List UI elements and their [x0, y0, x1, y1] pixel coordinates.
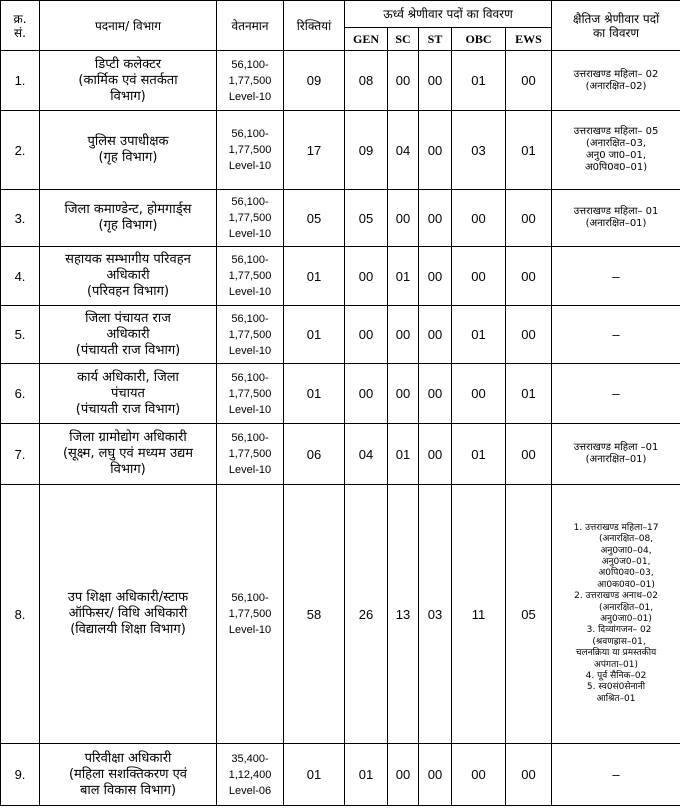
header-serial [1, 1, 40, 51]
pay-line: 1,77,500 [228, 212, 272, 224]
pay-cell [217, 424, 284, 485]
vacancy-cell: 01 [284, 247, 345, 306]
pay-line: 1,77,500 [228, 270, 272, 282]
sc-cell: 00 [388, 744, 419, 806]
post-line: बाल विकास विभाग) [79, 782, 177, 798]
horizontal-cell: – [552, 247, 680, 306]
horizontal-cell: – [552, 744, 680, 806]
table-row [1, 364, 680, 424]
horizontal-cell [552, 424, 680, 485]
pay-line: 1,77,500 [228, 387, 272, 400]
post-cell [40, 424, 217, 485]
header-obc: OBC [452, 28, 506, 51]
pay-cell [217, 364, 284, 424]
gen-cell: 04 [345, 424, 388, 485]
obc-cell: 00 [452, 364, 506, 424]
sc-cell: 04 [388, 111, 419, 190]
horizontal-line: उत्तराखण्ड महिला –01 [573, 442, 659, 453]
serial-cell: 2. [1, 111, 40, 190]
serial-cell: 4. [1, 247, 40, 306]
horizontal-line: (अनारक्षित–01) [585, 218, 647, 229]
pay-cell [217, 51, 284, 111]
post-line: विभाग) [110, 88, 146, 104]
post-cell [40, 190, 217, 247]
obc-cell: 11 [452, 485, 506, 744]
ews-cell: 00 [506, 744, 552, 806]
ews-cell: 00 [506, 247, 552, 306]
gen-cell: 09 [345, 111, 388, 190]
post-line: ऑफिसर/ विधि अधिकारी [68, 606, 188, 621]
st-cell: 00 [419, 306, 452, 364]
table-row [1, 190, 680, 247]
vacancy-cell: 01 [284, 306, 345, 364]
pay-cell [217, 744, 284, 806]
st-cell: 00 [419, 51, 452, 111]
pay-line: 56,100- [231, 128, 269, 140]
post-line: उप शिक्षा अधिकारी/स्टाफ [67, 590, 189, 605]
st-cell: 03 [419, 485, 452, 744]
post-line: (गृह विभाग) [98, 150, 158, 165]
obc-cell: 01 [452, 306, 506, 364]
post-line: अधिकारी [106, 268, 150, 283]
vacancy-cell: 17 [284, 111, 345, 190]
pay-line: 56,100- [231, 592, 269, 604]
horizontal-line: आ0क0व0–01) [597, 579, 655, 590]
post-cell [40, 744, 217, 806]
obc-cell: 03 [452, 111, 506, 190]
horizontal-cell [552, 111, 680, 190]
post-line: (पंचायती राज विभाग) [75, 401, 181, 417]
post-line: सहायक सम्भागीय परिवहन [65, 252, 191, 267]
pay-cell [217, 111, 284, 190]
header-horizontal [552, 1, 680, 51]
header-ews: EWS [506, 28, 552, 51]
pay-line: 56,100- [231, 312, 269, 325]
pay-line: 1,77,500 [228, 328, 272, 341]
horizontal-line: (श्रवणह्रास–01, [592, 636, 646, 647]
header-serial-line: क्र. [13, 11, 27, 26]
table-row [1, 51, 680, 111]
post-line: (परिवहन विभाग) [86, 284, 170, 299]
post-line: परिवीक्षा अधिकारी [84, 750, 172, 766]
horizontal-line: अनु0ज0–01, [601, 556, 651, 567]
st-cell: 00 [419, 247, 452, 306]
gen-cell: 01 [345, 744, 388, 806]
gen-cell: 00 [345, 247, 388, 306]
pay-line: Level-10 [228, 403, 272, 416]
header-serial-line: सं. [14, 25, 26, 40]
pay-cell [217, 485, 284, 744]
header-gen: GEN [345, 28, 388, 51]
ews-cell: 00 [506, 306, 552, 364]
gen-cell: 26 [345, 485, 388, 744]
ews-cell: 00 [506, 51, 552, 111]
horizontal-line: उत्तराखण्ड महिला– 05 [573, 126, 659, 137]
sc-cell: 01 [388, 247, 419, 306]
pay-line: 56,100- [231, 432, 269, 444]
horizontal-line: (अनारक्षित–03, [585, 138, 647, 149]
pay-line: 1,77,500 [228, 448, 272, 460]
pay-line: Level-10 [228, 624, 272, 636]
pay-line: Level-10 [228, 344, 272, 357]
horizontal-cell: – [552, 364, 680, 424]
sc-cell: 01 [388, 424, 419, 485]
header-horizontal-line: का विवरण [592, 25, 640, 40]
st-cell: 00 [419, 190, 452, 247]
pay-cell [217, 247, 284, 306]
pay-line: 1,77,500 [228, 608, 272, 620]
header-vertical: ऊर्ध्व श्रेणीवार पदों का विवरण [345, 1, 552, 28]
serial-cell: 8. [1, 485, 40, 744]
sc-cell: 00 [388, 190, 419, 247]
post-line: अधिकारी [106, 326, 150, 342]
horizontal-cell [552, 485, 680, 744]
sc-cell: 00 [388, 51, 419, 111]
ews-cell: 05 [506, 485, 552, 744]
st-cell: 00 [419, 111, 452, 190]
horizontal-line: अनु0जा0–04, [600, 545, 652, 556]
horizontal-cell [552, 190, 680, 247]
horizontal-line: (अनारक्षित–08, [598, 534, 654, 545]
gen-cell: 00 [345, 364, 388, 424]
header-st: ST [419, 28, 452, 51]
pay-line: Level-10 [228, 464, 272, 476]
ews-cell: 01 [506, 364, 552, 424]
horizontal-line: उत्तराखण्ड महिला– 02 [573, 68, 659, 80]
pay-cell [217, 306, 284, 364]
table-row [1, 306, 680, 364]
table-row [1, 485, 680, 744]
sc-cell: 00 [388, 364, 419, 424]
post-cell [40, 364, 217, 424]
pay-line: Level-10 [228, 286, 272, 298]
gen-cell: 05 [345, 190, 388, 247]
post-line: (विद्यालयी शिक्षा विभाग) [70, 622, 186, 637]
ews-cell: 00 [506, 424, 552, 485]
vacancy-cell: 01 [284, 364, 345, 424]
post-line: (सूक्ष्म, लघु एवं मध्यम उद्यम [62, 446, 194, 461]
horizontal-cell [552, 51, 680, 111]
pay-line: Level-10 [228, 228, 272, 240]
sc-cell: 13 [388, 485, 419, 744]
pay-line: 1,12,400 [228, 768, 272, 781]
pay-line: 35,400- [231, 752, 269, 765]
horizontal-line: आश्रित–01 [596, 693, 636, 704]
vacancy-cell: 01 [284, 744, 345, 806]
table-row [1, 744, 680, 806]
ews-cell: 01 [506, 111, 552, 190]
st-cell: 00 [419, 744, 452, 806]
vacancy-cell: 58 [284, 485, 345, 744]
pay-line: Level-06 [228, 784, 272, 797]
post-line: पंचायत [111, 385, 145, 401]
post-line: पुलिस उपाधीक्षक [87, 134, 169, 149]
post-line: (गृह विभाग) [98, 218, 158, 233]
serial-cell: 7. [1, 424, 40, 485]
obc-cell: 00 [452, 247, 506, 306]
pay-line: 1,77,500 [228, 144, 272, 156]
horizontal-line: अपंगता–01) [594, 659, 639, 670]
vacancy-cell: 06 [284, 424, 345, 485]
serial-cell: 6. [1, 364, 40, 424]
horizontal-line: (अनारक्षित–02) [585, 80, 647, 92]
header-horizontal-line: क्षैतिज श्रेणीवार पदों [572, 11, 660, 26]
post-line: जिला कमाण्डेन्ट, होमगार्ड्स [64, 202, 192, 217]
table-row [1, 247, 680, 306]
post-line: जिला पंचायत राज [85, 310, 171, 326]
horizontal-line: अ0पि0व0–01) [584, 162, 648, 173]
horizontal-line: 1. उत्तराखण्ड महिला–17 [573, 522, 659, 533]
post-cell [40, 247, 217, 306]
pay-cell [217, 190, 284, 247]
pay-line: 56,100- [231, 254, 269, 266]
horizontal-line: (अनारक्षित–01) [585, 454, 647, 465]
post-line: विभाग) [110, 462, 146, 477]
header-pay: वेतनमान [217, 1, 284, 51]
horizontal-line: (अनारक्षित–01, [598, 602, 654, 613]
st-cell: 00 [419, 424, 452, 485]
pay-line: 56,100- [231, 58, 269, 71]
st-cell: 00 [419, 364, 452, 424]
gen-cell: 00 [345, 306, 388, 364]
serial-cell: 3. [1, 190, 40, 247]
pay-line: 56,100- [231, 371, 269, 384]
obc-cell: 01 [452, 51, 506, 111]
header-sc: SC [388, 28, 419, 51]
pay-line: 1,77,500 [228, 74, 272, 87]
post-line: जिला ग्रामोद्योग अधिकारी [69, 430, 187, 445]
post-line: (महिला सशक्तिकरण एवं [68, 766, 188, 782]
pay-line: 56,100- [231, 196, 269, 208]
post-line: (कार्मिक एवं सतर्कता [78, 72, 178, 88]
horizontal-cell: – [552, 306, 680, 364]
post-cell [40, 111, 217, 190]
horizontal-line: अनु0जा0–01) [600, 614, 652, 624]
pay-line: Level-10 [228, 90, 272, 103]
table-row [1, 424, 680, 485]
horizontal-line: 3. दिव्यांगजन– 02 [586, 625, 652, 636]
horizontal-line: अ0पि0व0–03, [598, 568, 654, 579]
header-post: पदनाम/ विभाग [40, 1, 217, 51]
vacancy-cell: 09 [284, 51, 345, 111]
horizontal-line: उत्तराखण्ड महिला– 01 [573, 206, 659, 217]
horizontal-line: 2. उत्तराखण्ड अनाथ–02 [574, 591, 658, 602]
post-cell [40, 306, 217, 364]
ews-cell: 00 [506, 190, 552, 247]
serial-cell: 9. [1, 744, 40, 806]
post-line: डिप्टी कलेक्टर [94, 56, 162, 72]
post-line: कार्य अधिकारी, जिला [77, 369, 179, 385]
horizontal-line: चलनक्रिया या प्रमस्तकीय [575, 648, 657, 659]
post-cell [40, 51, 217, 111]
obc-cell: 00 [452, 744, 506, 806]
horizontal-line: अनु0 जा0–01, [586, 150, 647, 161]
header-row-1 [1, 1, 680, 28]
table-row [1, 111, 680, 190]
horizontal-line: 5. स्व0सं0सेनानी [586, 682, 646, 693]
horizontal-line: 4. पूर्व सैनिक–02 [585, 671, 647, 682]
post-cell [40, 485, 217, 744]
vacancy-cell: 05 [284, 190, 345, 247]
sc-cell: 00 [388, 306, 419, 364]
gen-cell: 08 [345, 51, 388, 111]
post-line: (पंचायती राज विभाग) [75, 342, 181, 358]
serial-cell: 5. [1, 306, 40, 364]
pay-line: Level-10 [228, 160, 272, 172]
obc-cell: 01 [452, 424, 506, 485]
header-vacancies: रिक्तियां [284, 1, 345, 51]
serial-cell: 1. [1, 51, 40, 111]
obc-cell: 00 [452, 190, 506, 247]
